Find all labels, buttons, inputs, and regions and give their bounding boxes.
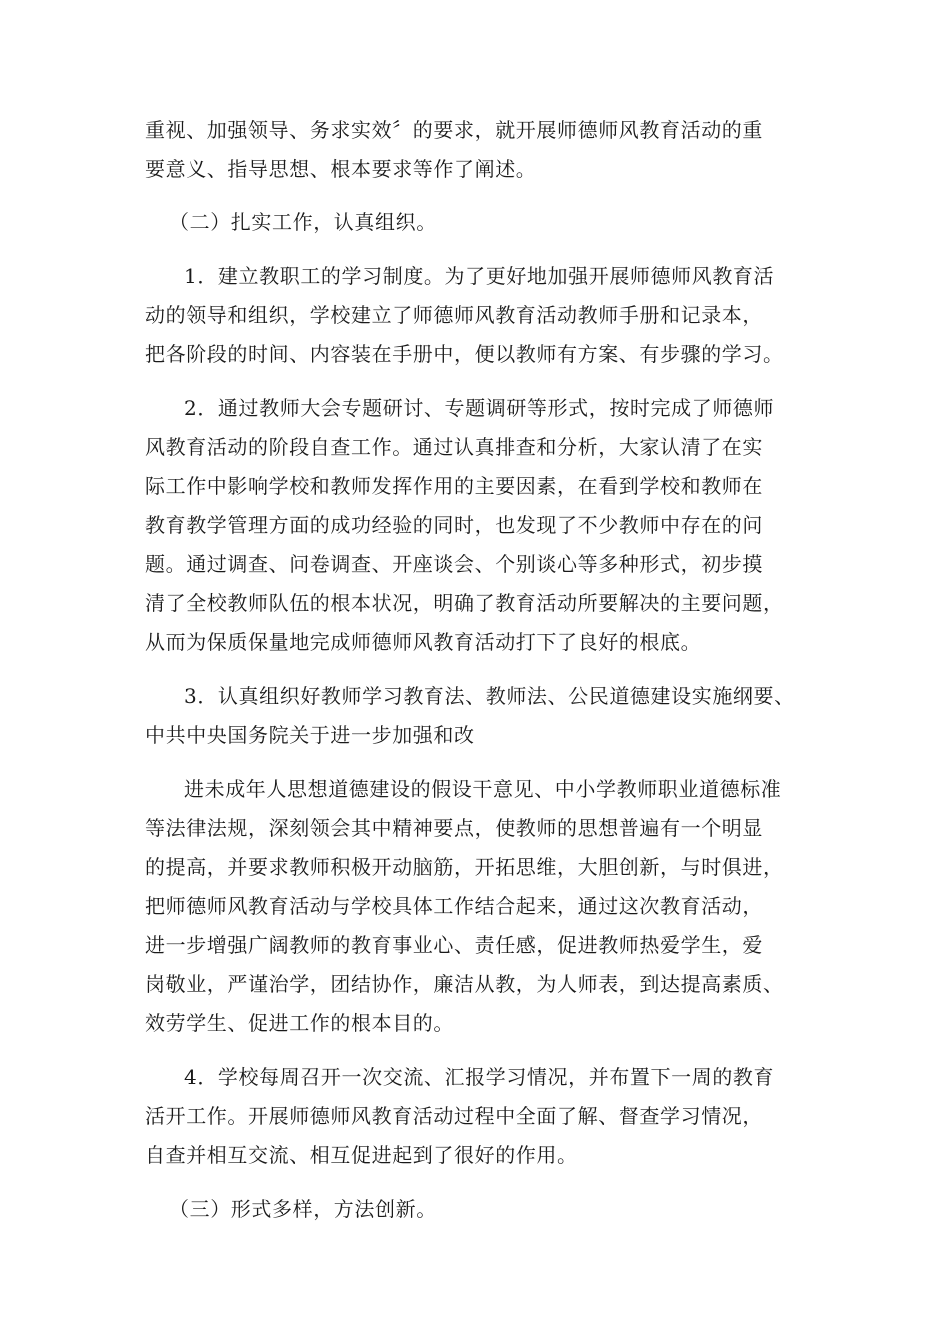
text-line: 教育教学管理方面的成功经验的同时，也发现了不少教师中存在的问 [145,513,763,537]
text-line: 2．通过教师大会专题研讨、专题调研等形式，按时完成了师德师 [184,396,775,420]
text-line: 4．学校每周召开一次交流、汇报学习情况，并布置下一周的教育 [184,1065,775,1089]
text-line: 效劳学生、促进工作的根本目的。 [145,1011,454,1035]
text-line: 风教育活动的阶段自查工作。通过认真排查和分析，大家认清了在实 [145,435,763,459]
text-line: 把师德师风教育活动与学校具体工作结合起来，通过这次教育活动， [145,894,763,918]
section-heading: （二）扎实工作，认真组织。 [169,210,437,234]
text-line: 1．建立教职工的学习制度。为了更好地加强开展师德师风教育活 [184,264,775,288]
text-line: 中共中央国务院关于进一步加强和改 [145,723,475,747]
text-line: 自查并相互交流、相互促进起到了很好的作用。 [145,1143,578,1167]
text-line: 际工作中影响学校和教师发挥作用的主要因素，在看到学校和教师在 [145,474,763,498]
section-heading: （三）形式多样，方法创新。 [169,1197,437,1221]
text-line: 的提高，并要求教师积极开动脑筋，开拓思维，大胆创新，与时俱进， [145,855,784,879]
text-line: 要意义、指导思想、根本要求等作了阐述。 [145,157,537,181]
text-line: 3．认真组织好教师学习教育法、教师法、公民道德建设实施纲要、 [184,684,795,708]
text-line: 活开工作。开展师德师风教育活动过程中全面了解、督查学习情况， [145,1104,763,1128]
text-line: 重视、加强领导、务求实效〞的要求，就开展师德师风教育活动的重 [145,118,763,142]
text-line: 动的领导和组织，学校建立了师德师风教育活动教师手册和记录本， [145,303,763,327]
text-line: 清了全校教师队伍的根本状况，明确了教育活动所要解决的主要问题， [145,591,784,615]
text-line: 进未成年人思想道德建设的假设干意见、中小学教师职业道德标准 [184,777,782,801]
text-line: 等法律法规，深刻领会其中精神要点，使教师的思想普遍有一个明显 [145,816,763,840]
text-line: 从而为保质保量地完成师德师风教育活动打下了良好的根底。 [145,630,702,654]
text-line: 进一步增强广阔教师的教育事业心、责任感，促进教师热爱学生，爱 [145,933,763,957]
text-line: 把各阶段的时间、内容装在手册中，便以教师有方案、有步骤的学习。 [145,342,784,366]
text-line: 岗敬业，严谨治学，团结协作，廉洁从教，为人师表，到达提高素质、 [145,972,784,996]
text-line: 题。通过调查、问卷调查、开座谈会、个别谈心等多种形式，初步摸 [145,552,763,576]
